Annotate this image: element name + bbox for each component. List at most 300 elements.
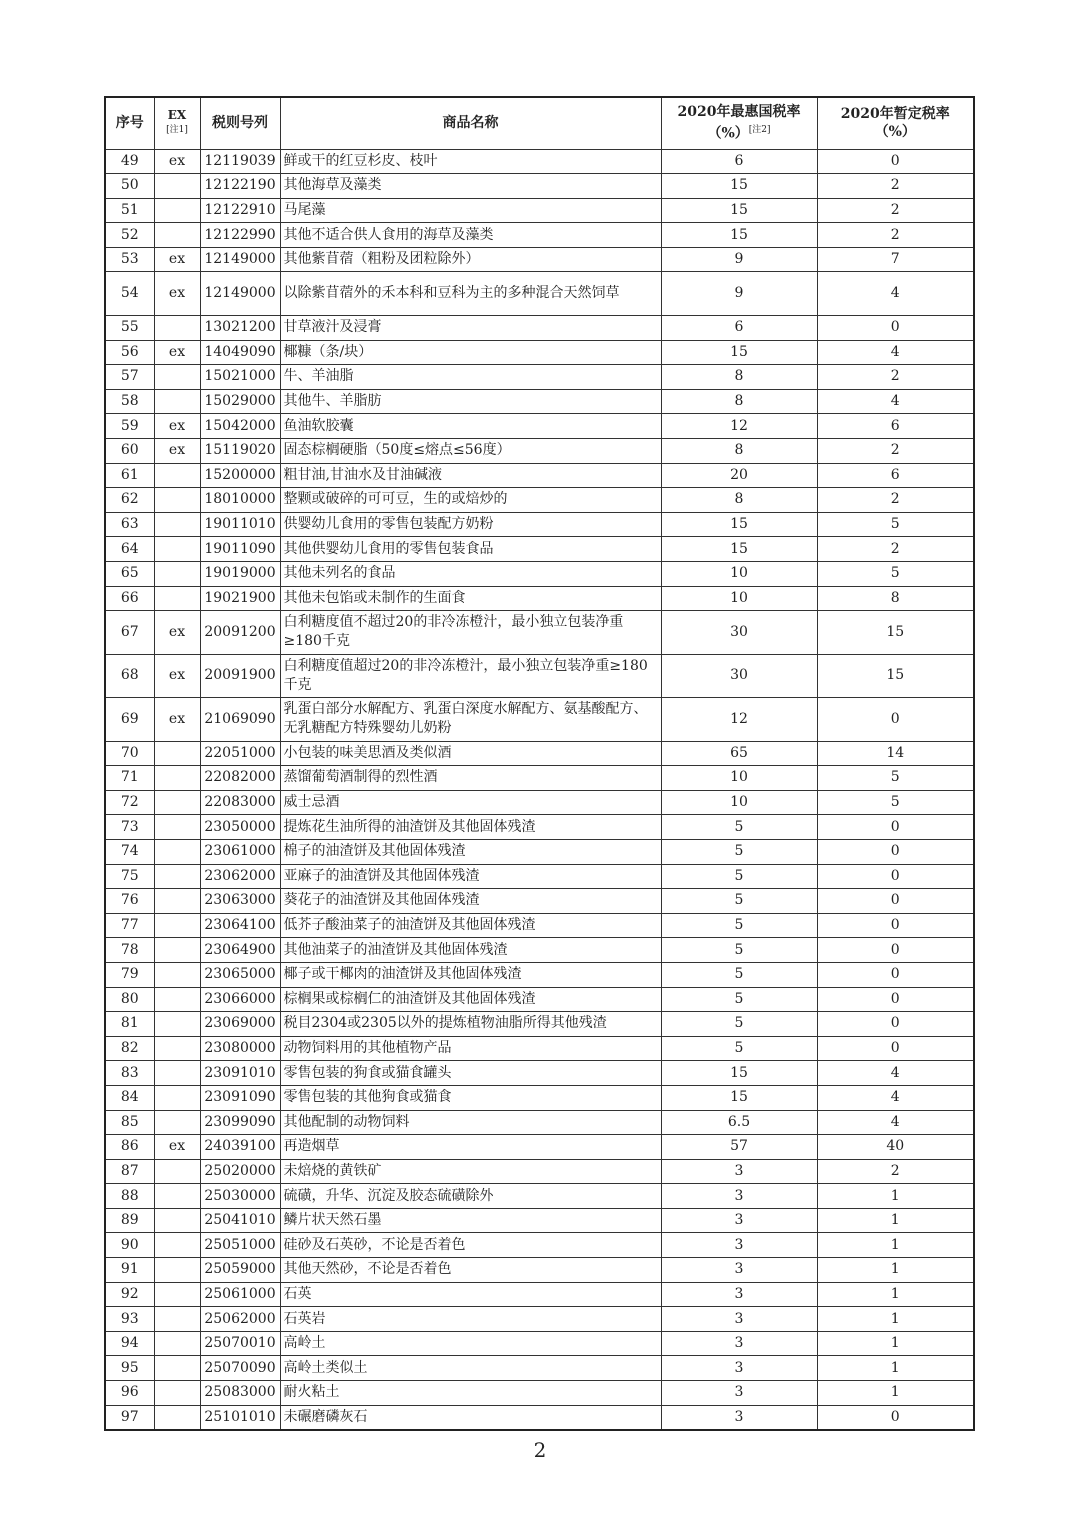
row-ex — [154, 766, 200, 791]
header-mfn-rate-unit: （%） — [707, 126, 749, 143]
row-temp-rate: 6 — [817, 463, 974, 488]
row-product-name: 其他供婴幼儿食用的零售包装食品 — [280, 537, 661, 562]
row-product-name: 未焙烧的黄铁矿 — [280, 1159, 661, 1184]
row-seq: 89 — [105, 1208, 154, 1233]
row-seq: 76 — [105, 889, 154, 914]
row-product-name: 石英 — [280, 1282, 661, 1307]
row-tariff-code: 23091090 — [200, 1085, 280, 1110]
table-row — [105, 864, 974, 889]
header-mfn-rate — [661, 97, 817, 149]
row-seq: 77 — [105, 913, 154, 938]
table-row — [105, 1331, 974, 1356]
row-ex — [154, 864, 200, 889]
row-seq: 60 — [105, 438, 154, 463]
row-tariff-code: 14049090 — [200, 340, 280, 365]
row-seq: 75 — [105, 864, 154, 889]
row-seq: 95 — [105, 1356, 154, 1381]
row-ex — [154, 962, 200, 987]
row-product-name: 蒸馏葡萄酒制得的烈性酒 — [280, 766, 661, 791]
row-product-name: 白利糖度值超过20的非冷冻橙汁，最小独立包装净重≥180千克 — [280, 654, 661, 698]
row-product-name: 威士忌酒 — [280, 790, 661, 815]
row-tariff-code: 12122990 — [200, 223, 280, 248]
row-ex — [154, 1110, 200, 1135]
header-temp-rate — [817, 97, 974, 149]
table-row — [105, 586, 974, 611]
row-ex — [154, 223, 200, 248]
row-tariff-code: 22051000 — [200, 741, 280, 766]
header-seq-label: 序号 — [115, 115, 144, 132]
row-seq: 78 — [105, 938, 154, 963]
row-mfn-rate: 3 — [661, 1381, 817, 1406]
header-ex-note: [注1] — [166, 125, 188, 136]
row-product-name: 零售包装的狗食或猫食罐头 — [280, 1061, 661, 1086]
row-mfn-rate: 15 — [661, 537, 817, 562]
table-row — [105, 488, 974, 513]
table-row — [105, 1110, 974, 1135]
table-row — [105, 766, 974, 791]
row-seq: 57 — [105, 365, 154, 390]
header-code-label: 税则号列 — [212, 115, 268, 132]
row-seq: 90 — [105, 1233, 154, 1258]
row-temp-rate: 2 — [817, 488, 974, 513]
header-mfn-rate-note: [注2] — [748, 125, 771, 136]
row-seq: 94 — [105, 1331, 154, 1356]
row-seq: 97 — [105, 1405, 154, 1430]
row-tariff-code: 25061000 — [200, 1282, 280, 1307]
row-tariff-code: 23091010 — [200, 1061, 280, 1086]
table-row — [105, 1085, 974, 1110]
row-seq: 52 — [105, 223, 154, 248]
row-ex — [154, 586, 200, 611]
row-mfn-rate: 57 — [661, 1135, 817, 1160]
row-product-name: 鳞片状天然石墨 — [280, 1208, 661, 1233]
row-tariff-code: 20091900 — [200, 654, 280, 698]
row-product-name: 其他紫苜蓿（粗粉及团粒除外） — [280, 247, 661, 272]
table-row — [105, 272, 974, 316]
table-row — [105, 315, 974, 340]
row-tariff-code: 24039100 — [200, 1135, 280, 1160]
row-tariff-code: 12149000 — [200, 272, 280, 316]
table-row — [105, 1061, 974, 1086]
row-tariff-code: 25070090 — [200, 1356, 280, 1381]
row-tariff-code: 25101010 — [200, 1405, 280, 1430]
row-tariff-code: 25051000 — [200, 1233, 280, 1258]
row-product-name: 供婴幼儿食用的零售包装配方奶粉 — [280, 512, 661, 537]
row-ex — [154, 365, 200, 390]
row-temp-rate: 7 — [817, 247, 974, 272]
row-ex — [154, 1208, 200, 1233]
row-mfn-rate: 15 — [661, 198, 817, 223]
row-ex — [154, 1405, 200, 1430]
row-seq: 56 — [105, 340, 154, 365]
row-mfn-rate: 3 — [661, 1258, 817, 1283]
row-mfn-rate: 3 — [661, 1331, 817, 1356]
row-temp-rate: 1 — [817, 1381, 974, 1406]
row-product-name: 其他未包馅或未制作的生面食 — [280, 586, 661, 611]
table-row — [105, 414, 974, 439]
row-temp-rate: 0 — [817, 1012, 974, 1037]
row-seq: 55 — [105, 315, 154, 340]
row-mfn-rate: 5 — [661, 913, 817, 938]
row-ex — [154, 198, 200, 223]
row-ex — [154, 512, 200, 537]
row-temp-rate: 2 — [817, 537, 974, 562]
row-tariff-code: 15021000 — [200, 365, 280, 390]
row-product-name: 固态棕榈硬脂（50度≤熔点≤56度） — [280, 438, 661, 463]
row-tariff-code: 12122190 — [200, 174, 280, 199]
row-seq: 85 — [105, 1110, 154, 1135]
row-mfn-rate: 8 — [661, 438, 817, 463]
row-temp-rate: 0 — [817, 962, 974, 987]
row-product-name: 其他配制的动物饲料 — [280, 1110, 661, 1135]
row-product-name: 耐火粘土 — [280, 1381, 661, 1406]
row-ex — [154, 1356, 200, 1381]
table-row — [105, 938, 974, 963]
row-seq: 88 — [105, 1184, 154, 1209]
table-row — [105, 1258, 974, 1283]
row-mfn-rate: 8 — [661, 488, 817, 513]
table-row — [105, 987, 974, 1012]
row-product-name: 其他油菜子的油渣饼及其他固体残渣 — [280, 938, 661, 963]
row-tariff-code: 20091200 — [200, 611, 280, 655]
row-ex — [154, 1159, 200, 1184]
row-ex: ex — [154, 698, 200, 742]
row-temp-rate: 1 — [817, 1282, 974, 1307]
row-temp-rate: 0 — [817, 987, 974, 1012]
row-product-name: 零售包装的其他狗食或猫食 — [280, 1085, 661, 1110]
row-ex — [154, 790, 200, 815]
row-product-name: 其他海草及藻类 — [280, 174, 661, 199]
row-temp-rate: 2 — [817, 1159, 974, 1184]
row-temp-rate: 2 — [817, 438, 974, 463]
row-product-name: 葵花子的油渣饼及其他固体残渣 — [280, 889, 661, 914]
row-seq: 68 — [105, 654, 154, 698]
row-temp-rate: 5 — [817, 512, 974, 537]
row-tariff-code: 23099090 — [200, 1110, 280, 1135]
row-mfn-rate: 3 — [661, 1233, 817, 1258]
row-temp-rate: 14 — [817, 741, 974, 766]
row-tariff-code: 25070010 — [200, 1331, 280, 1356]
row-tariff-code: 23080000 — [200, 1036, 280, 1061]
row-tariff-code: 23063000 — [200, 889, 280, 914]
table-row — [105, 790, 974, 815]
row-seq: 92 — [105, 1282, 154, 1307]
table-row — [105, 174, 974, 199]
table-row — [105, 1184, 974, 1209]
table-body — [105, 149, 974, 1430]
header-temp-rate-unit: （%） — [874, 124, 916, 141]
row-mfn-rate: 10 — [661, 561, 817, 586]
row-tariff-code: 23066000 — [200, 987, 280, 1012]
row-ex — [154, 1085, 200, 1110]
row-seq: 51 — [105, 198, 154, 223]
row-seq: 61 — [105, 463, 154, 488]
row-product-name: 白利糖度值不超过20的非冷冻橙汁，最小独立包装净重≥180千克 — [280, 611, 661, 655]
row-seq: 58 — [105, 389, 154, 414]
row-mfn-rate: 5 — [661, 938, 817, 963]
row-temp-rate: 40 — [817, 1135, 974, 1160]
row-product-name: 棕榈果或棕榈仁的油渣饼及其他固体残渣 — [280, 987, 661, 1012]
row-mfn-rate: 65 — [661, 741, 817, 766]
row-tariff-code: 25041010 — [200, 1208, 280, 1233]
row-ex: ex — [154, 149, 200, 174]
row-mfn-rate: 15 — [661, 1085, 817, 1110]
row-ex — [154, 1331, 200, 1356]
table-row — [105, 1356, 974, 1381]
tariff-table — [104, 96, 975, 1431]
row-tariff-code: 23062000 — [200, 864, 280, 889]
row-seq: 87 — [105, 1159, 154, 1184]
row-ex — [154, 1282, 200, 1307]
row-tariff-code: 21069090 — [200, 698, 280, 742]
table-row — [105, 1036, 974, 1061]
table-row — [105, 1405, 974, 1430]
row-product-name: 马尾藻 — [280, 198, 661, 223]
row-temp-rate: 0 — [817, 149, 974, 174]
row-tariff-code: 23050000 — [200, 815, 280, 840]
row-temp-rate: 1 — [817, 1331, 974, 1356]
row-mfn-rate: 6 — [661, 315, 817, 340]
row-product-name: 以除紫苜蓿外的禾本科和豆科为主的多种混合天然饲草 — [280, 272, 661, 316]
row-ex — [154, 389, 200, 414]
row-temp-rate: 1 — [817, 1233, 974, 1258]
row-mfn-rate: 3 — [661, 1307, 817, 1332]
row-seq: 59 — [105, 414, 154, 439]
row-temp-rate: 15 — [817, 654, 974, 698]
row-tariff-code: 25020000 — [200, 1159, 280, 1184]
row-temp-rate: 5 — [817, 766, 974, 791]
row-ex — [154, 741, 200, 766]
row-mfn-rate: 6 — [661, 149, 817, 174]
row-temp-rate: 0 — [817, 889, 974, 914]
row-temp-rate: 0 — [817, 839, 974, 864]
row-mfn-rate: 3 — [661, 1405, 817, 1430]
row-temp-rate: 5 — [817, 561, 974, 586]
row-ex — [154, 1233, 200, 1258]
row-mfn-rate: 3 — [661, 1356, 817, 1381]
row-tariff-code: 22082000 — [200, 766, 280, 791]
table-row — [105, 698, 974, 742]
row-tariff-code: 13021200 — [200, 315, 280, 340]
row-ex: ex — [154, 438, 200, 463]
table-row — [105, 741, 974, 766]
table-row — [105, 365, 974, 390]
row-seq: 91 — [105, 1258, 154, 1283]
table-header — [105, 97, 974, 149]
row-ex — [154, 889, 200, 914]
row-ex: ex — [154, 1135, 200, 1160]
row-ex — [154, 463, 200, 488]
row-ex — [154, 174, 200, 199]
row-temp-rate: 15 — [817, 611, 974, 655]
row-ex — [154, 938, 200, 963]
row-seq: 81 — [105, 1012, 154, 1037]
row-mfn-rate: 15 — [661, 512, 817, 537]
row-product-name: 甘草液汁及浸膏 — [280, 315, 661, 340]
row-mfn-rate: 12 — [661, 414, 817, 439]
row-product-name: 亚麻子的油渣饼及其他固体残渣 — [280, 864, 661, 889]
table-row — [105, 611, 974, 655]
row-mfn-rate: 30 — [661, 654, 817, 698]
row-ex — [154, 561, 200, 586]
row-mfn-rate: 15 — [661, 1061, 817, 1086]
row-product-name: 提炼花生油所得的油渣饼及其他固体残渣 — [280, 815, 661, 840]
row-ex: ex — [154, 654, 200, 698]
table-row — [105, 1135, 974, 1160]
row-tariff-code: 12119039 — [200, 149, 280, 174]
row-tariff-code: 25083000 — [200, 1381, 280, 1406]
row-seq: 71 — [105, 766, 154, 791]
row-ex: ex — [154, 272, 200, 316]
row-seq: 63 — [105, 512, 154, 537]
row-tariff-code: 19019000 — [200, 561, 280, 586]
header-name — [280, 97, 661, 149]
row-tariff-code: 23064900 — [200, 938, 280, 963]
row-temp-rate: 2 — [817, 174, 974, 199]
row-ex: ex — [154, 611, 200, 655]
row-product-name: 鱼油软胶囊 — [280, 414, 661, 439]
row-seq: 86 — [105, 1135, 154, 1160]
row-seq: 50 — [105, 174, 154, 199]
row-product-name: 棉子的油渣饼及其他固体残渣 — [280, 839, 661, 864]
row-temp-rate: 0 — [817, 1405, 974, 1430]
row-temp-rate: 2 — [817, 223, 974, 248]
row-seq: 83 — [105, 1061, 154, 1086]
row-seq: 69 — [105, 698, 154, 742]
row-product-name: 高岭土 — [280, 1331, 661, 1356]
row-seq: 73 — [105, 815, 154, 840]
table-row — [105, 223, 974, 248]
row-mfn-rate: 5 — [661, 864, 817, 889]
row-product-name: 椰糠（条/块） — [280, 340, 661, 365]
row-ex — [154, 315, 200, 340]
row-product-name: 高岭土类似土 — [280, 1356, 661, 1381]
table-row — [105, 389, 974, 414]
row-seq: 84 — [105, 1085, 154, 1110]
header-ex — [154, 97, 200, 149]
row-temp-rate: 0 — [817, 315, 974, 340]
row-ex — [154, 987, 200, 1012]
row-tariff-code: 23069000 — [200, 1012, 280, 1037]
header-code — [200, 97, 280, 149]
table-row — [105, 1208, 974, 1233]
table-row — [105, 839, 974, 864]
row-temp-rate: 1 — [817, 1356, 974, 1381]
row-temp-rate: 1 — [817, 1258, 974, 1283]
row-tariff-code: 23065000 — [200, 962, 280, 987]
row-seq: 80 — [105, 987, 154, 1012]
row-tariff-code: 19021900 — [200, 586, 280, 611]
row-seq: 53 — [105, 247, 154, 272]
row-temp-rate: 4 — [817, 389, 974, 414]
row-mfn-rate: 3 — [661, 1282, 817, 1307]
row-temp-rate: 1 — [817, 1307, 974, 1332]
table-row — [105, 561, 974, 586]
table-row — [105, 1381, 974, 1406]
row-seq: 64 — [105, 537, 154, 562]
row-seq: 72 — [105, 790, 154, 815]
row-temp-rate: 2 — [817, 198, 974, 223]
row-tariff-code: 19011090 — [200, 537, 280, 562]
row-product-name: 石英岩 — [280, 1307, 661, 1332]
row-product-name: 动物饲料用的其他植物产品 — [280, 1036, 661, 1061]
row-product-name: 其他未列名的食品 — [280, 561, 661, 586]
row-seq: 74 — [105, 839, 154, 864]
header-temp-rate-label: 2020年暂定税率 — [840, 106, 950, 123]
table-row — [105, 815, 974, 840]
row-tariff-code: 15200000 — [200, 463, 280, 488]
row-ex — [154, 839, 200, 864]
row-mfn-rate: 5 — [661, 815, 817, 840]
row-temp-rate: 0 — [817, 698, 974, 742]
page-number: 2 — [533, 1438, 547, 1462]
table-row — [105, 1282, 974, 1307]
row-mfn-rate: 5 — [661, 962, 817, 987]
table-row — [105, 463, 974, 488]
row-product-name: 低芥子酸油菜子的油渣饼及其他固体残渣 — [280, 913, 661, 938]
row-mfn-rate: 10 — [661, 790, 817, 815]
row-temp-rate: 0 — [817, 913, 974, 938]
row-seq: 93 — [105, 1307, 154, 1332]
row-seq: 66 — [105, 586, 154, 611]
row-temp-rate: 0 — [817, 815, 974, 840]
row-mfn-rate: 10 — [661, 766, 817, 791]
row-product-name: 其他天然砂，不论是否着色 — [280, 1258, 661, 1283]
row-temp-rate: 1 — [817, 1208, 974, 1233]
row-mfn-rate: 8 — [661, 365, 817, 390]
table-row — [105, 1233, 974, 1258]
row-mfn-rate: 15 — [661, 223, 817, 248]
row-tariff-code: 25059000 — [200, 1258, 280, 1283]
header-name-label: 商品名称 — [442, 115, 499, 132]
row-product-name: 整颗或破碎的可可豆，生的或焙炒的 — [280, 488, 661, 513]
row-mfn-rate: 3 — [661, 1159, 817, 1184]
row-ex: ex — [154, 340, 200, 365]
row-product-name: 再造烟草 — [280, 1135, 661, 1160]
row-mfn-rate: 8 — [661, 389, 817, 414]
table-row — [105, 247, 974, 272]
row-tariff-code: 23064100 — [200, 913, 280, 938]
table-row — [105, 913, 974, 938]
row-tariff-code: 23061000 — [200, 839, 280, 864]
row-ex: ex — [154, 247, 200, 272]
row-tariff-code: 12149000 — [200, 247, 280, 272]
row-seq: 70 — [105, 741, 154, 766]
row-product-name: 鲜或干的红豆杉皮、枝叶 — [280, 149, 661, 174]
row-temp-rate: 0 — [817, 1036, 974, 1061]
row-temp-rate: 4 — [817, 1061, 974, 1086]
row-tariff-code: 12122910 — [200, 198, 280, 223]
row-product-name: 税目2304或2305以外的提炼植物油脂所得其他残渣 — [280, 1012, 661, 1037]
table-row — [105, 1307, 974, 1332]
row-ex: ex — [154, 414, 200, 439]
row-tariff-code: 25062000 — [200, 1307, 280, 1332]
row-mfn-rate: 5 — [661, 839, 817, 864]
row-ex — [154, 1258, 200, 1283]
table-row — [105, 340, 974, 365]
row-tariff-code: 25030000 — [200, 1184, 280, 1209]
row-product-name: 粗甘油,甘油水及甘油碱液 — [280, 463, 661, 488]
row-mfn-rate: 6.5 — [661, 1110, 817, 1135]
row-tariff-code: 19011010 — [200, 512, 280, 537]
row-ex — [154, 1061, 200, 1086]
row-mfn-rate: 30 — [661, 611, 817, 655]
row-ex — [154, 913, 200, 938]
row-mfn-rate: 5 — [661, 889, 817, 914]
row-temp-rate: 2 — [817, 365, 974, 390]
row-mfn-rate: 20 — [661, 463, 817, 488]
row-ex — [154, 1012, 200, 1037]
